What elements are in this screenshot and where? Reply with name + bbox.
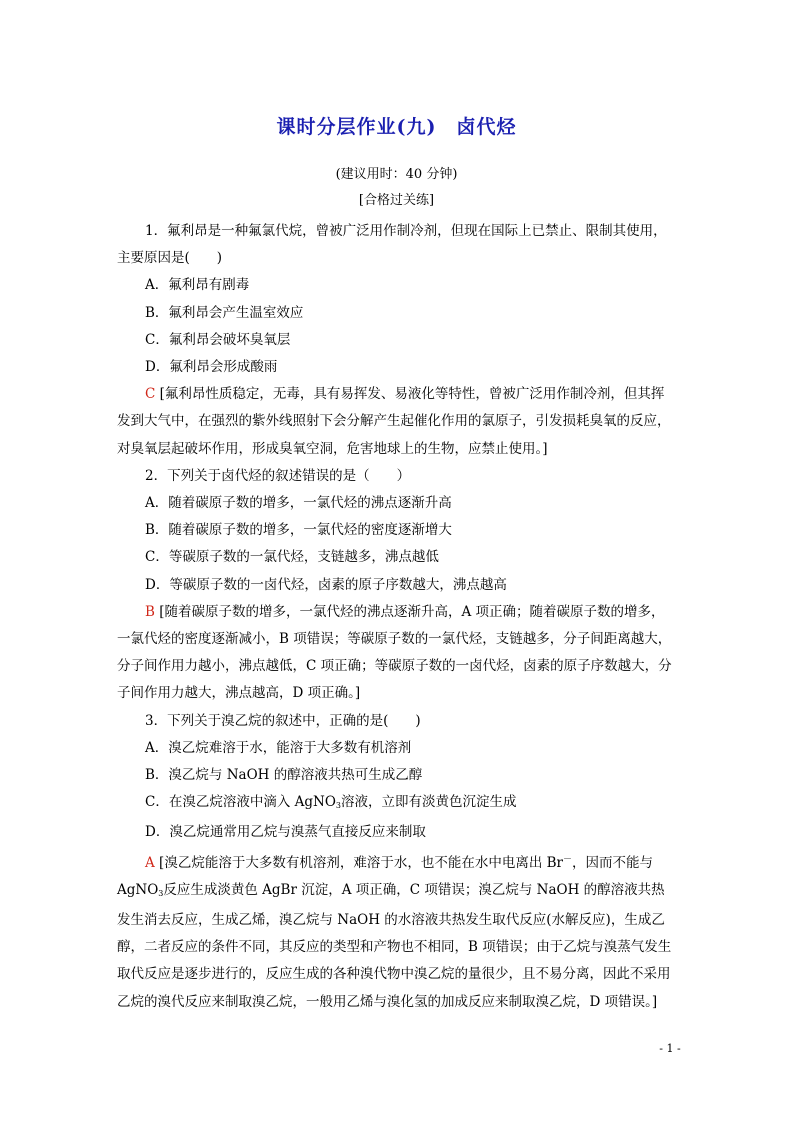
option-b: B．随着碳原子数的增多，一氯代烃的密度逐渐增大: [145, 522, 452, 539]
option-a: A．随着碳原子数的增多，一氯代烃的沸点逐渐升高: [145, 495, 452, 512]
option-d: D．等碳原子数的一卤代烃，卤素的原子序数越大，沸点越高: [145, 576, 507, 593]
question-1: [117, 218, 677, 463]
explanation-text: [随着碳原子数的增多，一氯代烃的沸点逐渐升高，A 项正确；随着碳原子数的增多，一氯代烃的密度逐渐减小，B 项错误；等碳原子数的一氯代烃，支链越多，分子间距离越大，分子间作用力越小，沸点越低，C 项正确；等碳原子数的一卤代烃，卤素的原子序数越大，分子间作用力越大，沸点越高，D 项正确。]: [117, 603, 672, 702]
answer-explanation: A [溴乙烷能溶于大多数有机溶剂，难溶于水，也不能在水中电离出 Br－，因而不能与 AgNO3反应生成淡黄色 AgBr 沉淀，A 项正确，C 项错误；溴乙烷与 NaOH 的醇溶液共热发生消去反应，生成乙烯，溴乙烷与 NaOH 的水溶液共热发生取代反应(水解反应)，生成乙醇，二者反应的条件不同，其反应的类型和产物也不相同，B 项错误；由于乙烷与溴蒸气发生取代反应是逐步进行的，反应生成的各种溴代物中溴乙烷的量很少，且不易分离，因此不采用乙烷的溴代反应来制取溴乙烷，一般用乙烯与溴化氢的加成反应来制取溴乙烷，D 项错误。]: [117, 854, 672, 1010]
question-3: [117, 708, 677, 1016]
option-c: C．等碳原子数的一氯代烃，支链越多，沸点越低: [145, 549, 439, 566]
option-a: A．氟利昂有剧毒: [145, 277, 250, 294]
answer-letter: A: [145, 854, 155, 871]
section-heading: [合格过关练]: [358, 193, 435, 208]
question-list: [117, 218, 677, 1016]
explanation-text: [氟利昂性质稳定，无毒，具有易挥发、易液化等特性，曾被广泛用作制冷剂，但其挥发到大气中，在强烈的紫外线照射下会分解产生起催化作用的氯原子，引发损耗臭氧的反应，对臭氧层起破坏作用，形成臭氧空洞，危害地球上的生物，应禁止使用。]: [117, 386, 671, 457]
question-stem: 2．下列关于卤代烃的叙述错误的是（ ）: [145, 467, 411, 484]
option-c: C．氟利昂会破坏臭氧层: [145, 331, 291, 348]
question-stem: 1．氟利昂是一种氟氯代烷，曾被广泛用作制冷剂，但现在国际上已禁止、限制其使用，主要原因是( ): [117, 223, 667, 267]
page-number: - 1 -: [659, 1042, 681, 1055]
option-b: B．溴乙烷与 NaOH 的醇溶液共热可生成乙醇: [145, 767, 423, 784]
answer-letter: B: [145, 603, 155, 620]
question-stem: 3．下列关于溴乙烷的叙述中，正确的是( ): [145, 712, 421, 729]
answer-explanation: [117, 599, 677, 708]
question-2: [117, 463, 677, 708]
time-hint: (建议用时：40 分钟): [335, 167, 458, 182]
option-d: D．溴乙烷通常用乙烷与溴蒸气直接反应来制取: [145, 824, 426, 841]
answer-explanation: [117, 381, 677, 463]
option-d: D．氟利昂会形成酸雨: [145, 359, 278, 376]
answer-letter: C: [145, 386, 156, 403]
option-b: B．氟利昂会产生温室效应: [145, 304, 304, 321]
option-c: C．在溴乙烷溶液中滴入 AgNO3溶液，立即有淡黄色沉淀生成: [145, 794, 517, 811]
option-a: A．溴乙烷难溶于水，能溶于大多数有机溶剂: [145, 739, 412, 756]
page-title: 课时分层作业(九) 卤代烃: [276, 116, 517, 138]
